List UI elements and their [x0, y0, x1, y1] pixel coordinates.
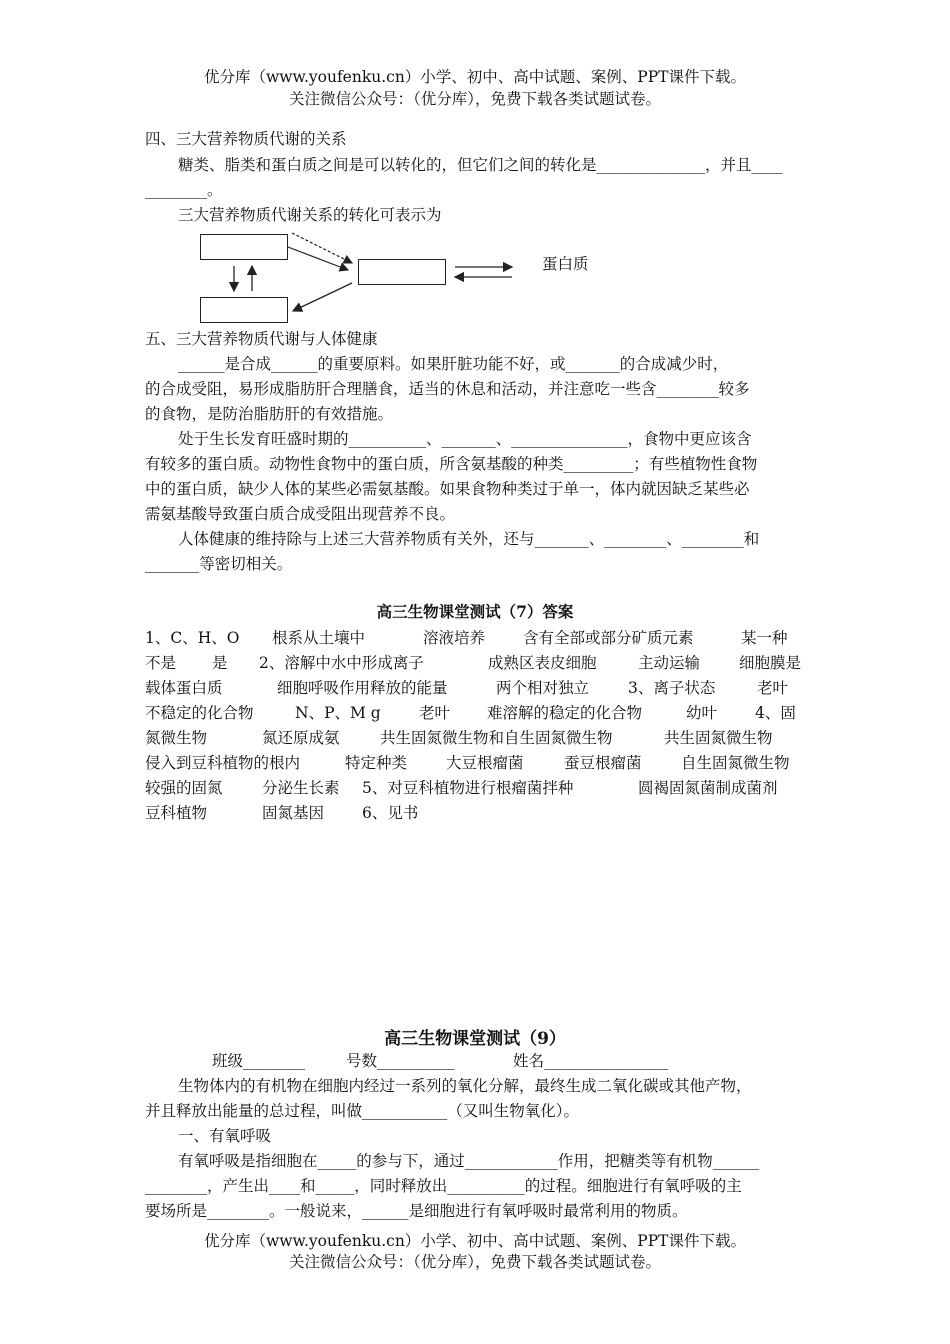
header-line-1: 优分库（www.youfenku.cn）小学、初中、高中试题、案例、PPT课件下载。: [203, 68, 747, 86]
answers-row-7: [0, 776, 950, 800]
answer-item: 不是: [145, 654, 177, 672]
footer-line-2: 关注微信公众号：（优分库），免费下载各类试题试卷。: [288, 1253, 661, 1271]
answer-item: 老叶: [757, 679, 789, 697]
section4-p1b: ________。: [145, 181, 223, 199]
answer-item: 根系从土壤中: [272, 629, 366, 647]
answer-item: 较强的固氮: [145, 779, 223, 797]
section4-heading: 四、三大营养物质代谢的关系: [145, 130, 347, 148]
answer-item: 6、见书: [362, 804, 419, 822]
section5-p3-line1: 人体健康的维持除与上述三大营养物质有关外，还与_______、________、________和: [178, 530, 760, 548]
test9-intro-line1: 生物体内的有机物在细胞内经过一系列的氧化分解，最终生成二氧化碳或其他产物，: [178, 1077, 752, 1095]
section5-p1-line2: 的合成受阻，易形成脂肪肝合理膳食，适当的休息和活动，并注意吃一些含________较多: [145, 380, 750, 398]
answer-item: 两个相对独立: [496, 679, 590, 697]
answer-item: 蚕豆根瘤菌: [564, 754, 642, 772]
answers-row-1: [0, 626, 950, 650]
answer-item: 1、C、H、O: [145, 629, 240, 647]
section5-p2-line3: 中的蛋白质，缺少人体的某些必需氨基酸。如果食物种类过于单一，体内就因缺乏某些必: [145, 480, 750, 498]
arrow-middle-to-bottom: [293, 283, 352, 311]
answer-item: 主动运输: [638, 654, 701, 672]
section4-p1a: 糖类、脂类和蛋白质之间是可以转化的，但它们之间的转化是______________，并且____: [178, 156, 783, 174]
answer-item: 3、离子状态: [628, 679, 716, 697]
answer-item: 自生固氮微生物: [681, 754, 790, 772]
answer-item: 细胞膜是: [739, 654, 802, 672]
test9-p1-line3: 要场所是________。一般说来，______是细胞进行有氧呼吸时最常利用的物质。: [145, 1202, 688, 1220]
number-field: 号数__________: [346, 1052, 455, 1070]
answer-item: 圆褐固氮菌制成菌剂: [638, 779, 778, 797]
footer-line-1: 优分库（www.youfenku.cn）小学、初中、高中试题、案例、PPT课件下载。: [203, 1232, 747, 1250]
answer-item: 5、对豆科植物进行根瘤菌拌种: [362, 779, 574, 797]
answers-row-6: [0, 751, 950, 775]
answers-row-2: [0, 651, 950, 675]
answers-row-4: [0, 701, 950, 725]
answer-item: 含有全部或部分矿质元素: [523, 629, 694, 647]
answer-item: 难溶解的稳定的化合物: [487, 704, 643, 722]
test9-subheading: 一、有氧呼吸: [178, 1127, 272, 1145]
section5-p1-line3: 的食物，是防治脂肪肝的有效措施。: [145, 405, 394, 423]
answers-row-8: [0, 801, 950, 825]
diagram-label-protein: 蛋白质: [542, 255, 589, 273]
answer-item: N、P、M g: [295, 704, 381, 722]
arrow-top-to-middle: [288, 247, 348, 270]
answer-item: 氮还原成氨: [262, 729, 340, 747]
answer-item: 某一种: [741, 629, 788, 647]
answer-item: 氮微生物: [145, 729, 208, 747]
section5-heading: 五、三大营养物质代谢与人体健康: [145, 330, 378, 348]
section4-p2: 三大营养物质代谢关系的转化可表示为: [178, 206, 442, 224]
answer-item: 溶液培养: [423, 629, 486, 647]
header-line-2: 关注微信公众号：（优分库），免费下载各类试题试卷。: [288, 90, 661, 108]
class-field: 班级________: [212, 1052, 306, 1070]
section5-p2-line2: 有较多的蛋白质。动物性食物中的蛋白质，所含氨基酸的种类_________；有些植物性食物: [145, 455, 758, 473]
answer-item: 大豆根瘤菌: [446, 754, 524, 772]
answer-item: 2、溶解中水中形成离子: [259, 654, 424, 672]
answer-item: 老叶: [419, 704, 451, 722]
answer-item: 固氮基因: [262, 804, 325, 822]
answer-item: 4、固: [755, 704, 796, 722]
section5-p2-line4: 需氨基酸导致蛋白质合成受阻出现营养不良。: [145, 505, 456, 523]
test9-intro-line2: 并且释放出能量的总过程，叫做___________（又叫生物氧化）。: [145, 1102, 580, 1120]
test9-p1-line2: ________，产生出____和_____，同时释放出__________的过程。细胞进行有氧呼吸的主: [145, 1177, 742, 1195]
section5-p3-line2: _______等密切相关。: [145, 555, 293, 573]
answer-item: 细胞呼吸作用释放的能量: [277, 679, 448, 697]
test9-p1-line1: 有氧呼吸是指细胞在_____的参与下，通过____________作用，把糖类等有机物______: [178, 1152, 760, 1170]
answer-item: 幼叶: [686, 704, 718, 722]
answers-row-5: [0, 726, 950, 750]
answer-item: 载体蛋白质: [145, 679, 223, 697]
answers-row-3: [0, 676, 950, 700]
section5-p1-line1: ______是合成______的重要原料。如果肝脏功能不好，或_______的合成减少时，: [178, 355, 729, 373]
answer-item: 共生固氮微生物: [664, 729, 773, 747]
section5-p2-line1: 处于生长发育旺盛时期的__________、_______、_______________，食物中更应该含: [178, 430, 752, 448]
answer-item: 成熟区表皮细胞: [488, 654, 597, 672]
test9-title: 高三生物课堂测试（9）: [384, 1029, 566, 1049]
answers-title: 高三生物课堂测试（7）答案: [376, 602, 574, 621]
answer-item: 豆科植物: [145, 804, 208, 822]
answer-item: 侵入到豆科植物的根内: [145, 754, 301, 772]
name-field: 姓名________________: [513, 1052, 669, 1070]
answer-item: 共生固氮微生物和自生固氮微生物: [380, 729, 613, 747]
answer-item: 不稳定的化合物: [145, 704, 254, 722]
answer-item: 是: [212, 654, 228, 672]
arrow-top-to-middle-dashed: [292, 233, 352, 263]
answer-item: 特定种类: [345, 754, 408, 772]
answer-item: 分泌生长素: [262, 779, 340, 797]
